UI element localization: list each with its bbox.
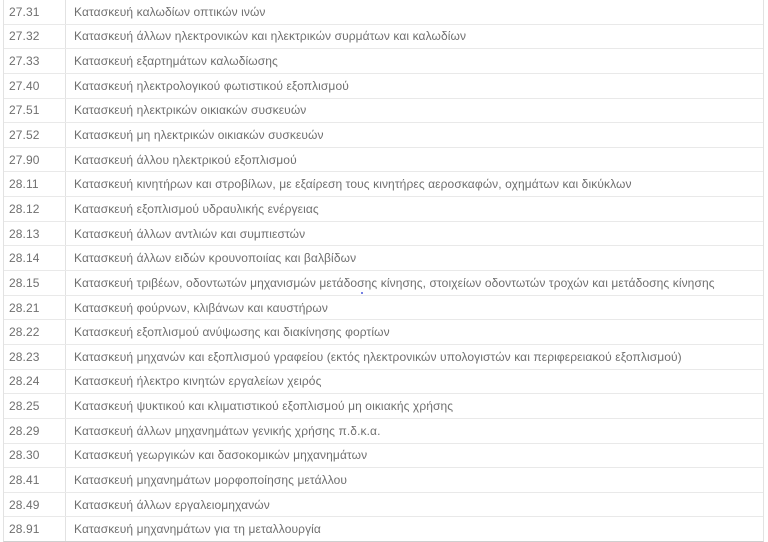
code-cell: 28.11 bbox=[4, 172, 66, 196]
code-cell: 27.32 bbox=[4, 25, 66, 49]
table-row[interactable] bbox=[4, 222, 763, 247]
description-cell: Κατασκευή μηχανών και εξοπλισμού γραφείου (εκτός ηλεκτρονικών υπολογιστών και περιφερειακού εξοπλισμού) bbox=[74, 349, 682, 364]
description-cell: Κατασκευή τριβέων, οδοντωτών μηχανισμών μετάδοσης κίνησης, στοιχείων οδοντωτών τροχών και μετάδοσης κίνησης bbox=[74, 275, 715, 290]
code-cell: 28.23 bbox=[4, 345, 66, 369]
table-row[interactable] bbox=[4, 25, 763, 50]
table-row[interactable] bbox=[4, 394, 763, 419]
table-row[interactable] bbox=[4, 74, 763, 99]
code-cell: 28.24 bbox=[4, 370, 66, 394]
description-cell: Κατασκευή άλλου ηλεκτρικού εξοπλισμού bbox=[74, 152, 297, 167]
table-row[interactable] bbox=[4, 296, 763, 321]
code-cell: 28.13 bbox=[4, 222, 66, 246]
description-cell: Κατασκευή ηλεκτρικών οικιακών συσκευών bbox=[74, 103, 307, 118]
code-cell: 27.31 bbox=[4, 0, 66, 24]
code-cell: 28.30 bbox=[4, 444, 66, 468]
code-cell: 28.49 bbox=[4, 493, 66, 517]
table-row[interactable] bbox=[4, 246, 763, 271]
table-row[interactable] bbox=[4, 444, 763, 469]
table-row[interactable] bbox=[4, 0, 763, 25]
description-cell: Κατασκευή ηλεκτρολογικού φωτιστικού εξοπλισμού bbox=[74, 78, 349, 93]
description-cell: Κατασκευή άλλων εργαλειομηχανών bbox=[74, 497, 270, 512]
table-row[interactable] bbox=[4, 370, 763, 395]
description-cell: Κατασκευή μηχανημάτων μορφοποίησης μετάλλου bbox=[74, 472, 348, 487]
description-cell: Κατασκευή γεωργικών και δασοκομικών μηχανημάτων bbox=[74, 448, 368, 463]
description-cell: Κατασκευή άλλων ηλεκτρονικών και ηλεκτρικών συρμάτων και καλωδίων bbox=[74, 29, 467, 44]
description-cell: Κατασκευή ψυκτικού και κλιματιστικού εξοπλισμού μη οικιακής χρήσης bbox=[74, 399, 454, 414]
caret-dot bbox=[361, 292, 363, 294]
description-cell: Κατασκευή εξοπλισμού ανύψωσης και διακίνησης φορτίων bbox=[74, 325, 390, 340]
table-row[interactable] bbox=[4, 99, 763, 124]
description-cell: Κατασκευή ήλεκτρο κινητών εργαλείων χειρός bbox=[74, 374, 322, 389]
code-cell: 28.91 bbox=[4, 517, 66, 541]
table-row[interactable] bbox=[4, 49, 763, 74]
code-cell: 28.15 bbox=[4, 271, 66, 295]
table-row[interactable] bbox=[4, 517, 763, 541]
code-cell: 28.29 bbox=[4, 419, 66, 443]
table-row[interactable] bbox=[4, 468, 763, 493]
description-cell: Κατασκευή μη ηλεκτρικών οικιακών συσκευών bbox=[74, 128, 324, 143]
table-row[interactable] bbox=[4, 493, 763, 518]
code-cell: 27.40 bbox=[4, 74, 66, 98]
code-cell: 27.33 bbox=[4, 49, 66, 73]
table-row[interactable] bbox=[4, 123, 763, 148]
code-cell: 27.52 bbox=[4, 123, 66, 147]
table-row[interactable] bbox=[4, 271, 763, 296]
code-cell: 28.14 bbox=[4, 246, 66, 270]
table-row[interactable] bbox=[4, 148, 763, 173]
description-cell: Κατασκευή φούρνων, κλιβάνων και καυστήρων bbox=[74, 300, 328, 315]
table-row[interactable] bbox=[4, 197, 763, 222]
table-row[interactable] bbox=[4, 419, 763, 444]
description-cell: Κατασκευή μηχανημάτων για τη μεταλλουργία bbox=[74, 522, 321, 537]
description-cell: Κατασκευή καλωδίων οπτικών ινών bbox=[74, 4, 266, 19]
activity-codes-table bbox=[3, 0, 764, 542]
code-cell: 28.22 bbox=[4, 320, 66, 344]
description-cell: Κατασκευή άλλων μηχανημάτων γενικής χρήσης π.δ.κ.α. bbox=[74, 423, 381, 438]
table-row[interactable] bbox=[4, 320, 763, 345]
code-cell: 27.51 bbox=[4, 99, 66, 123]
code-cell: 28.21 bbox=[4, 296, 66, 320]
code-cell: 28.41 bbox=[4, 468, 66, 492]
description-cell: Κατασκευή άλλων ειδών κρουνοποιίας και βαλβίδων bbox=[74, 251, 357, 266]
description-cell: Κατασκευή άλλων αντλιών και συμπιεστών bbox=[74, 226, 306, 241]
table-row[interactable] bbox=[4, 345, 763, 370]
code-cell: 28.25 bbox=[4, 394, 66, 418]
description-cell: Κατασκευή εξαρτημάτων καλωδίωσης bbox=[74, 54, 278, 69]
description-cell: Κατασκευή εξοπλισμού υδραυλικής ενέργειας bbox=[74, 201, 319, 216]
description-cell: Κατασκευή κινητήρων και στροβίλων, με εξαίρεση τους κινητήρες αεροσκαφών, οχημάτων και δικύκλων bbox=[74, 177, 632, 192]
code-cell: 27.90 bbox=[4, 148, 66, 172]
table-row[interactable] bbox=[4, 172, 763, 197]
code-cell: 28.12 bbox=[4, 197, 66, 221]
